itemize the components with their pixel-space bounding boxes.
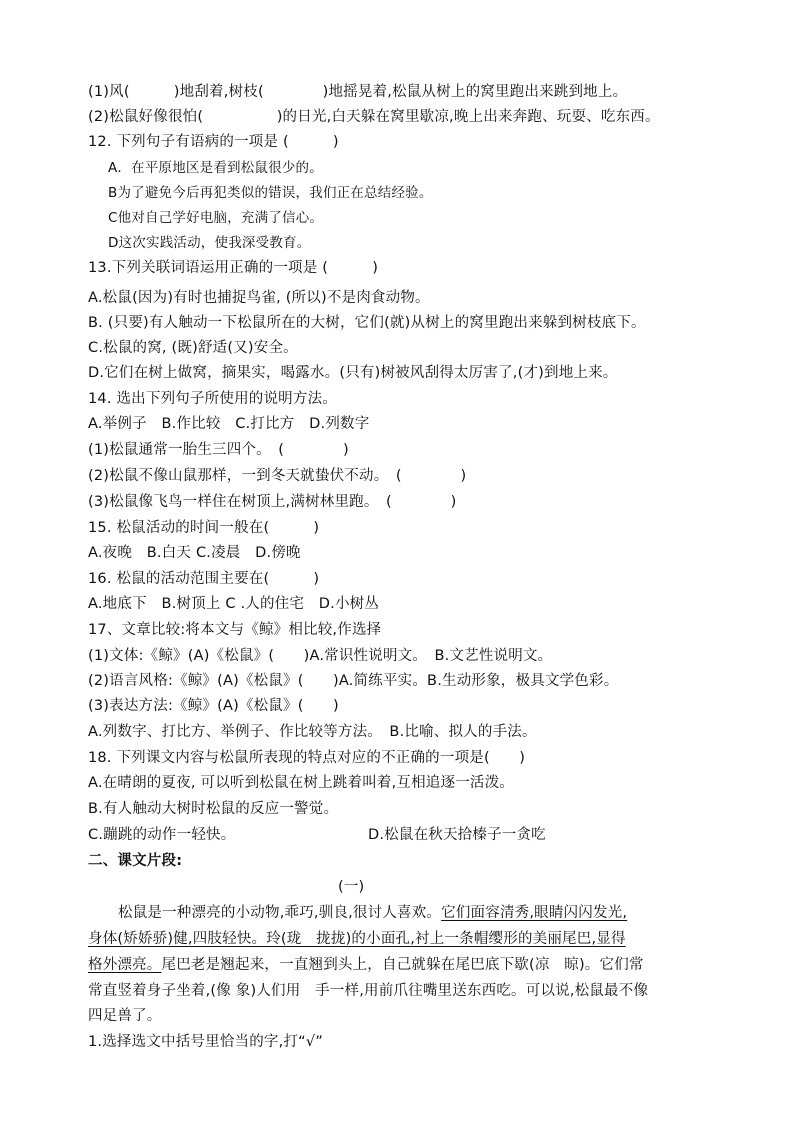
q12-option-a: A．在平原地区是看到松鼠很少的。 [108, 160, 323, 176]
passage-line-5: 四足兽了。 [88, 1008, 162, 1024]
q13-question: 13.下列关联词语运用正确的一项是 ( ) [88, 260, 379, 276]
passage-number: (一) [338, 879, 365, 895]
q11-item-2: (2)松鼠好像很怕( )的日光,白天躲在窝里歇凉,晚上出来奔跑、玩耍、吃东西。 [88, 109, 660, 125]
q12-option-d: D这次实践活动，使我深受教育。 [108, 235, 311, 251]
q14-options: A.举例子 B.作比较 C.打比方 D.列数字 [88, 416, 370, 432]
q15-question: 15. 松鼠活动的时间一般在( ) [88, 520, 320, 536]
passage-line-3 [88, 955, 644, 975]
q13-option-d: D.它们在树上做窝，摘果实，喝露水。(只有)树被风刮得太厉害了,(才)到地上来。 [88, 365, 618, 381]
underlined-text: 格外漂亮。 [88, 957, 162, 973]
q14-item-2: (2)松鼠不像山鼠那样，一到冬天就蛰伏不动。 ( ) [88, 468, 467, 484]
q14-question: 14. 选出下列句子所使用的说明方法。 [88, 391, 337, 407]
q17-item-3: (3)表达方法:《鲸》(A)《松鼠》( ) [88, 698, 339, 714]
section-heading: 二、课文片段: [88, 853, 183, 869]
q18-option-c: C.蹦跳的动作一轻快。 [88, 827, 236, 843]
q16-options: A.地底下 B.树顶上 C .人的住宅 D.小树丛 [88, 596, 380, 612]
passage-line-2 [88, 929, 626, 949]
passage-text: 尾巴老是翘起来，一直翘到头上，自己就躲在尾巴底下歇(凉 晾)。它们常 [161, 957, 644, 973]
q13-option-a: A.松鼠(因为)有时也捕捉鸟雀, (所以)不是肉食动物。 [88, 290, 430, 306]
q18-question: 18. 下列课文内容与松鼠所表现的特点对应的不正确的一项是( ) [88, 750, 526, 766]
q18-option-a: A.在晴朗的夏夜, 可以听到松鼠在树上跳着叫着,互相追逐一活泼。 [88, 775, 514, 791]
underlined-text: 它们面容清秀,眼睛闪闪发光, [441, 905, 628, 921]
q13-option-b: B. (只要)有人触动一下松鼠所在的大树，它们(就)从树上的窝里跑出来躲到树枝底下。 [88, 315, 646, 331]
q14-item-1: (1)松鼠通常一胎生三四个。 ( ) [88, 442, 349, 458]
q15-options: A.夜晚 B.白天 C.凌晨 D.傍晚 [88, 545, 301, 561]
q12-question: 12. 下列句子有语病的一项是 ( ) [88, 134, 339, 150]
q16-question: 16. 松鼠的活动范围主要在( ) [88, 571, 320, 587]
passage-question-1: 1.选择选文中括号里恰当的字,打“√” [88, 1034, 324, 1050]
passage-text: 松鼠是一种漂亮的小动物,乖巧,驯良,很讨人喜欢。 [118, 905, 442, 921]
passage-line-1 [118, 903, 627, 923]
underlined-text: 身体(矫娇骄)健,四肢轻快。玲(珑 拢拢)的小面孔,衬上一条帽缨形的美丽尾巴,显得 [88, 931, 626, 947]
q12-option-c: C他对自己学好电脑，充满了信心。 [108, 210, 324, 226]
q11-item-1: (1)风( )地刮着,树枝( )地摇晃着,松鼠从树上的窝里跑出来跳到地上。 [88, 84, 628, 100]
q17-item-3-options: A.列数字、打比方、举例子、作比较等方法。 B.比喻、拟人的手法。 [88, 724, 537, 740]
q14-item-3: (3)松鼠像飞鸟一样住在树顶上,满树林里跑。 ( ) [88, 494, 457, 510]
passage-line-4: 常直竖着身子坐着,(像 象)人们用 手一样,用前爪往嘴里送东西吃。可以说,松鼠最不像 [88, 983, 649, 999]
q18-option-b: B.有人触动大树时松鼠的反应一警觉。 [88, 801, 339, 817]
q17-question: 17、文章比较:将本文与《鲸》相比较,作选择 [88, 622, 382, 638]
q13-option-c: C.松鼠的窝, (既)舒适(又)安全。 [88, 340, 298, 356]
q17-item-2: (2)语言风格:《鲸》(A)《松鼠》( )A.简练平实。B.生动形象，极具文学色彩。 [88, 673, 619, 689]
q12-option-b: B为了避免今后再犯类似的错误，我们正在总结经验。 [108, 185, 433, 201]
q18-option-d: D.松鼠在秋天拾榛子一贪吃 [368, 827, 546, 843]
q17-item-1: (1)文体:《鲸》(A)《松鼠》( )A.常识性说明文。 B.文艺性说明文。 [88, 648, 553, 664]
